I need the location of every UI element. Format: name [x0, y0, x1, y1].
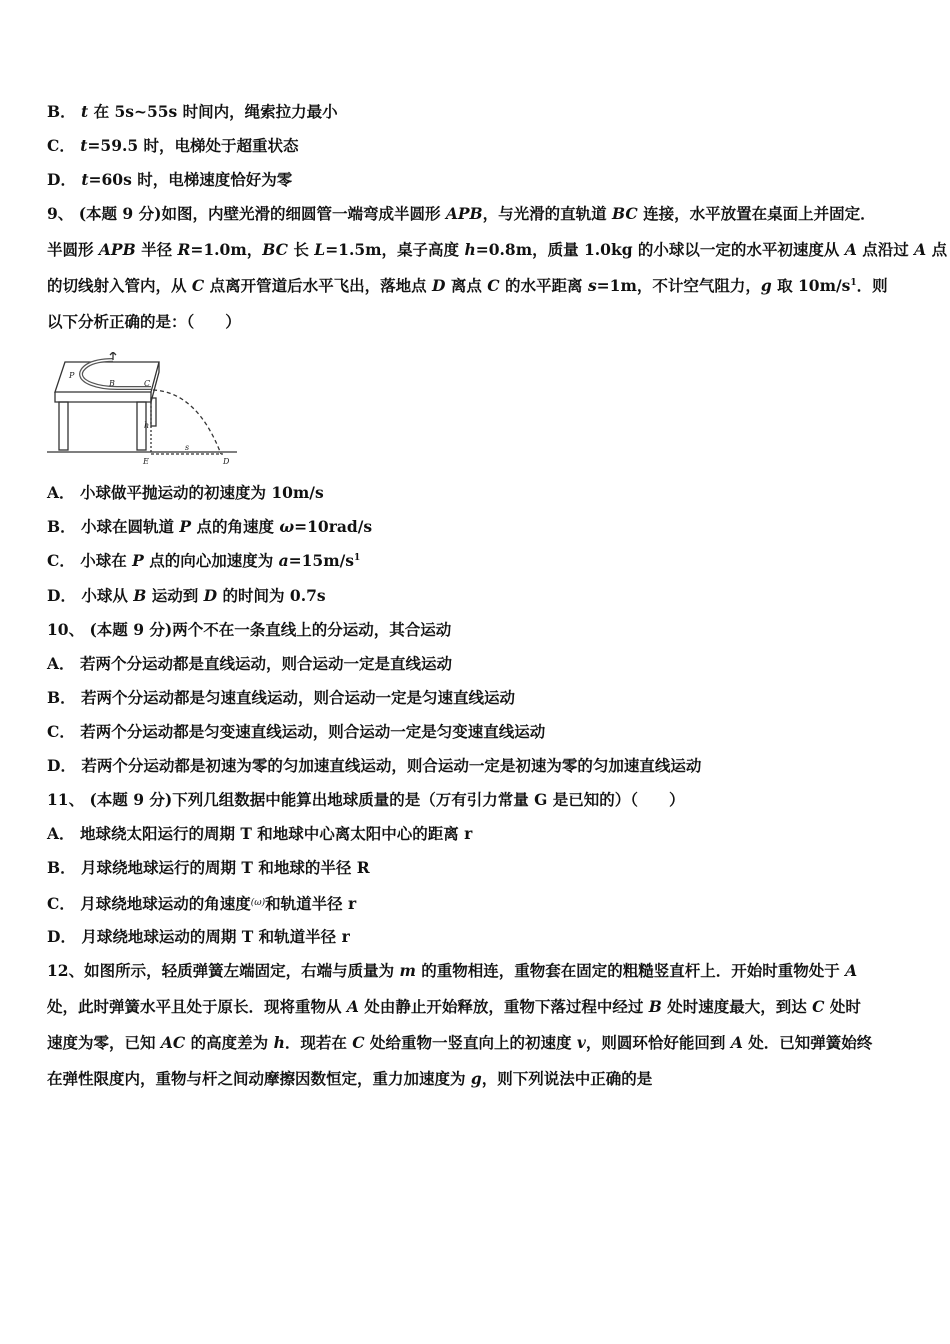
q9-option-c: C． 小球在 P 点的向心加速度为 $a=15m/s^1$	[47, 551, 361, 570]
q8-option-b: B． t 在 5s~55s 时间内，绳索拉力最小	[47, 102, 338, 121]
table-tube-figure	[47, 352, 242, 467]
q11-option-c: C． 月球绕地球运动的角速度$^{(\omega)}$和轨道半径 r	[47, 894, 357, 913]
label-b: B	[109, 379, 115, 388]
label-e: E	[143, 457, 149, 466]
q11-option-b: B． 月球绕地球运行的周期 T 和地球的半径 R	[47, 858, 370, 877]
q10-option-b: B． 若两个分运动都是匀速直线运动，则合运动一定是匀速直线运动	[47, 688, 516, 707]
label-h: h	[144, 421, 150, 430]
q9-option-d: D． 小球从 B 运动到 D 的时间为 0.7s	[47, 586, 326, 605]
omega-symbol: (ω)	[250, 898, 266, 908]
q9-option-b: B． 小球在圆轨道 P 点的角速度 ω=10rad/s	[47, 517, 373, 536]
q11-option-d: D． 月球绕地球运动的周期 T 和轨道半径 r	[47, 927, 350, 946]
q9-stem: 9、 (本题 9 分)如图，内壁光滑的细圆管一端弯成半圆形 APB，与光滑的直轨道 BC 连接，水平放置在桌面上并固定． 半圆形 APB 半径 R=1.0m，BC 长 L=1.5m，桌子高度 h=0.8m，质量 1.0kg 的小球以一定的水平初速度从 A 点沿过 A 点 的切线射入管内，从 C 点离开管道后水平飞出，落地点 D 离点 C 的水平距离 s=1m，不计空气阻力，g 取 $10m/s^1$．则 以下分析正确的是：（ ）	[47, 204, 948, 331]
q11-option-a: A． 地球绕太阳运行的周期 T 和地球中心离太阳中心的距离 r	[47, 824, 473, 843]
q11-stem: 11、 (本题 9 分)下列几组数据中能算出地球质量的是（万有引力常量 G 是已知的）（ ）	[47, 790, 685, 809]
label-c: C	[144, 379, 151, 388]
q8-option-d: D． t=60s 时，电梯速度恰好为零	[47, 170, 293, 189]
q10-option-d: D． 若两个分运动都是初速为零的匀加速直线运动，则合运动一定是初速为零的匀加速直线运动	[47, 756, 702, 775]
table-leg-front-left	[59, 402, 68, 450]
label-p: P	[69, 371, 75, 380]
q9-option-a: A． 小球做平抛运动的初速度为 10m/s	[47, 483, 324, 502]
q10-option-c: C． 若两个分运动都是匀变速直线运动，则合运动一定是匀变速直线运动	[47, 722, 546, 741]
q12-stem: 12、如图所示，轻质弹簧左端固定，右端与质量为 m 的重物相连，重物套在固定的粗糙竖直杆上．开始时重物处于 A 处，此时弹簧水平且处于原长．现将重物从 A 处由静止开始释放，重物下落过程中经过 B 处时速度最大，到达 C 处时 速度为零，已知 AC 的高度差为 h．现若在 C 处给重物一竖直向上的初速度 v，则圆环恰好能回到 A 处．已知弹簧始终 在弹性限度内，重物与杆之间动摩擦因数恒定，重力加速度为 g，则下列说法中正确的是	[47, 961, 873, 1088]
q10-stem: 10、 (本题 9 分)两个不在一条直线上的分运动，其合运动	[47, 620, 452, 639]
q10-option-a: A． 若两个分运动都是直线运动，则合运动一定是直线运动	[47, 654, 452, 673]
q8-option-c: C． t=59.5 时，电梯处于超重状态	[47, 136, 299, 155]
table-leg-back	[151, 398, 156, 426]
label-s: s	[185, 443, 190, 452]
label-d: D	[223, 457, 230, 466]
